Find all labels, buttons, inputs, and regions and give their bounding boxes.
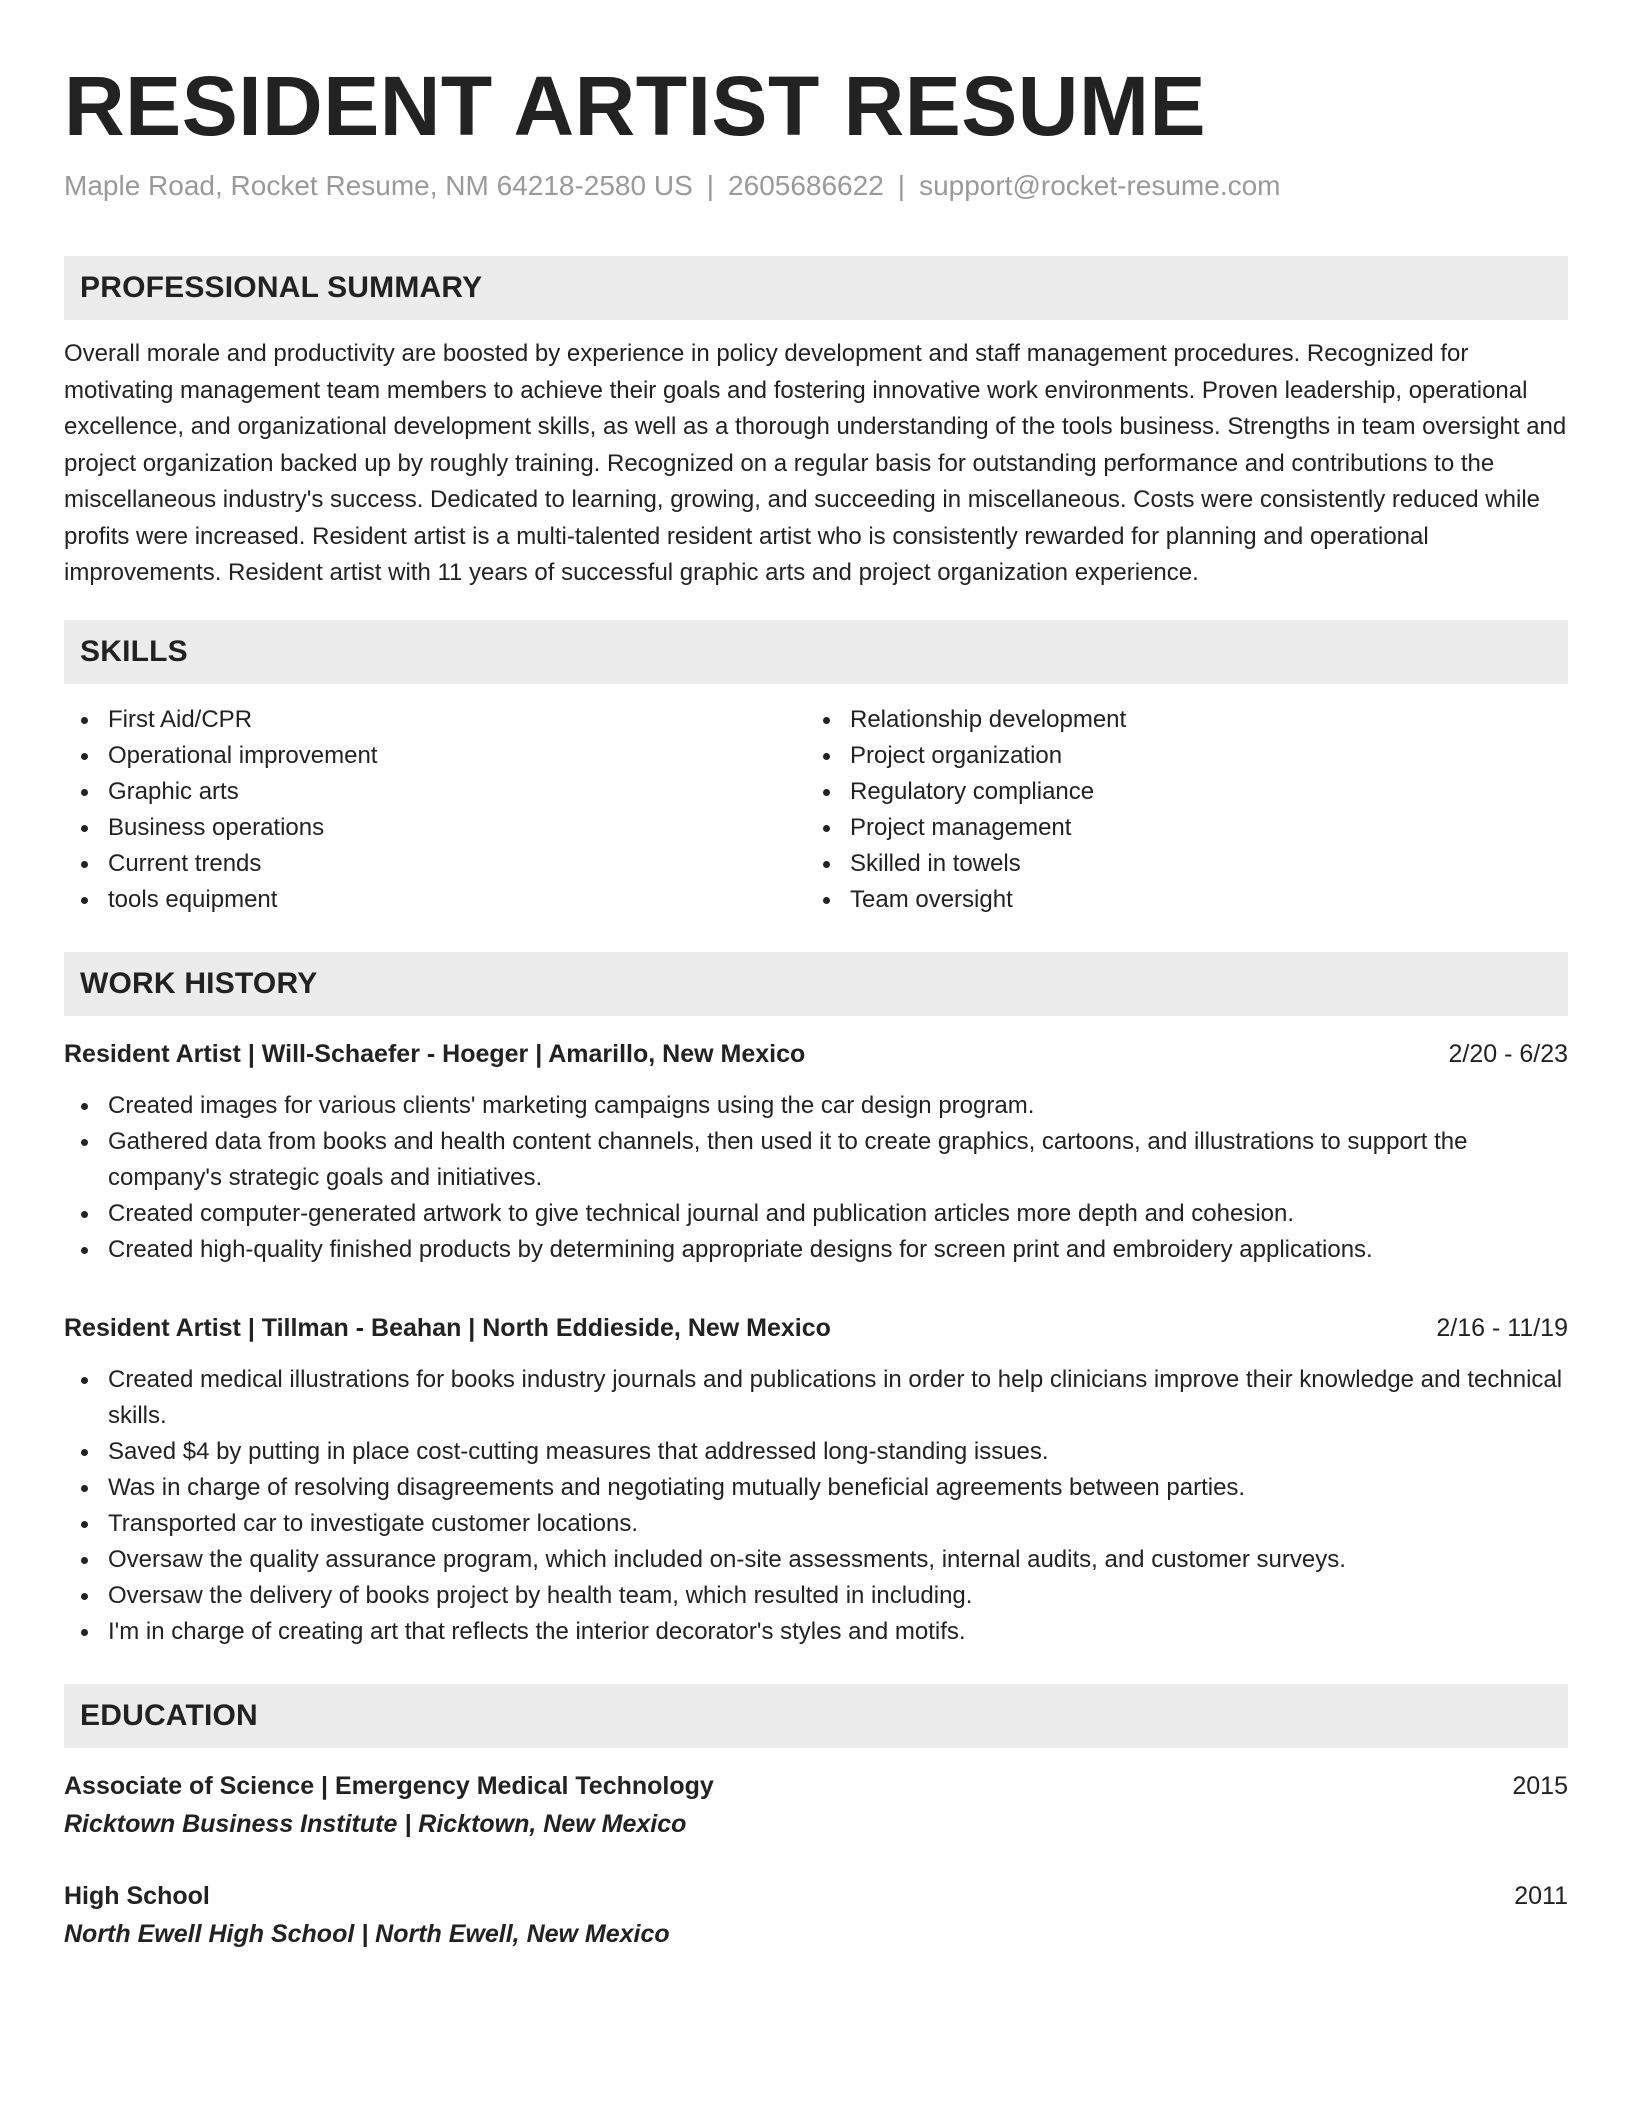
job-bullet: Created medical illustrations for books industry journals and publications in order to help clinicians improve their knowledge and technical skills. <box>64 1362 1568 1434</box>
skill-item: Regulatory compliance <box>806 774 1548 810</box>
education-school: North Ewell High School | North Ewell, New Mexico <box>64 1919 670 1948</box>
job-bullet: I'm in charge of creating art that reflects the interior decorator's styles and motifs. <box>64 1614 1568 1650</box>
resume-title: RESIDENT ARTIST RESUME <box>64 59 1206 153</box>
skill-item: Current trends <box>64 846 806 882</box>
skill-item: tools equipment <box>64 882 806 918</box>
skill-item: Project management <box>806 810 1548 846</box>
job-bullets <box>64 1088 1568 1268</box>
job-title: Resident Artist | Tillman - Beahan | North Eddieside, New Mexico <box>64 1313 831 1342</box>
education-year: 2015 <box>1512 1771 1568 1800</box>
job-entry <box>64 1310 1568 1650</box>
contact-separator: | <box>706 170 715 201</box>
contact-phone: 2605686622 <box>728 170 884 201</box>
section-header-skills: SKILLS <box>64 620 1568 684</box>
job-bullet: Gathered data from books and health content channels, then used it to create graphics, cartoons, and illustrations to support the company's strategic goals and initiatives. <box>64 1124 1568 1196</box>
education-header <box>64 1768 1568 1804</box>
job-bullet: Created computer-generated artwork to give technical journal and publication articles more depth and cohesion. <box>64 1196 1568 1232</box>
contact-address: Maple Road, Rocket Resume, NM 64218-2580 US <box>64 170 693 201</box>
job-bullets <box>64 1362 1568 1650</box>
job-title: Resident Artist | Will-Schaefer - Hoeger | Amarillo, New Mexico <box>64 1039 806 1068</box>
contact-separator: | <box>897 170 906 201</box>
section-header-summary: PROFESSIONAL SUMMARY <box>64 256 1568 320</box>
education-entry <box>64 1878 1568 1952</box>
education-degree: High School <box>64 1881 210 1910</box>
skills-grid <box>64 702 1568 918</box>
education-degree: Associate of Science | Emergency Medical Technology <box>64 1771 714 1800</box>
job-dates: 2/20 - 6/23 <box>1448 1039 1568 1068</box>
section-header-work-history: WORK HISTORY <box>64 952 1568 1016</box>
contact-line <box>64 168 1568 204</box>
job-bullet: Saved $4 by putting in place cost-cutting measures that addressed long-standing issues. <box>64 1434 1568 1470</box>
education-entry <box>64 1768 1568 1842</box>
skill-item: Team oversight <box>806 882 1548 918</box>
education-school: Ricktown Business Institute | Ricktown, New Mexico <box>64 1809 687 1838</box>
job-dates: 2/16 - 11/19 <box>1436 1313 1568 1342</box>
skill-item: First Aid/CPR <box>64 702 806 738</box>
job-bullet: Oversaw the quality assurance program, which included on-site assessments, internal audits, and customer surveys. <box>64 1542 1568 1578</box>
job-entry <box>64 1036 1568 1268</box>
job-header <box>64 1036 1568 1072</box>
skill-item: Operational improvement <box>64 738 806 774</box>
job-header <box>64 1310 1568 1346</box>
job-bullet: Was in charge of resolving disagreements and negotiating mutually beneficial agreements between parties. <box>64 1470 1568 1506</box>
skill-item: Business operations <box>64 810 806 846</box>
skill-item: Relationship development <box>806 702 1548 738</box>
contact-email: support@rocket-resume.com <box>919 170 1281 201</box>
skill-item: Graphic arts <box>64 774 806 810</box>
skill-item: Project organization <box>806 738 1548 774</box>
education-year: 2011 <box>1514 1881 1568 1910</box>
job-bullet: Oversaw the delivery of books project by health team, which resulted in including. <box>64 1578 1568 1614</box>
summary-text: Overall morale and productivity are boosted by experience in policy development and staff management procedures. Recognized for motivating management team members to achieve their goals and fostering innovative work environments. Proven leadership, operational excellence, and organizational development skills, as well as a thorough understanding of the tools business. Strengths in team oversight and project organization backed up by roughly training. Recognized on a regular basis for outstanding performance and contributions to the miscellaneous industry's success. Dedicated to learning, growing, and succeeding in miscellaneous. Costs were consistently reduced while profits were increased. Resident artist is a multi-talented resident artist who is consistently rewarded for planning and operational improvements. Resident artist with 11 years of successful graphic arts and project organization experience. <box>64 340 1567 586</box>
job-bullet: Created images for various clients' marketing campaigns using the car design program. <box>64 1088 1568 1124</box>
skill-item: Skilled in towels <box>806 846 1548 882</box>
skills-column-left <box>64 702 806 918</box>
job-bullet: Created high-quality finished products by determining appropriate designs for screen print and embroidery applications. <box>64 1232 1568 1268</box>
education-header <box>64 1878 1568 1914</box>
skills-column-right <box>806 702 1548 918</box>
section-header-education: EDUCATION <box>64 1684 1568 1748</box>
job-bullet: Transported car to investigate customer locations. <box>64 1506 1568 1542</box>
